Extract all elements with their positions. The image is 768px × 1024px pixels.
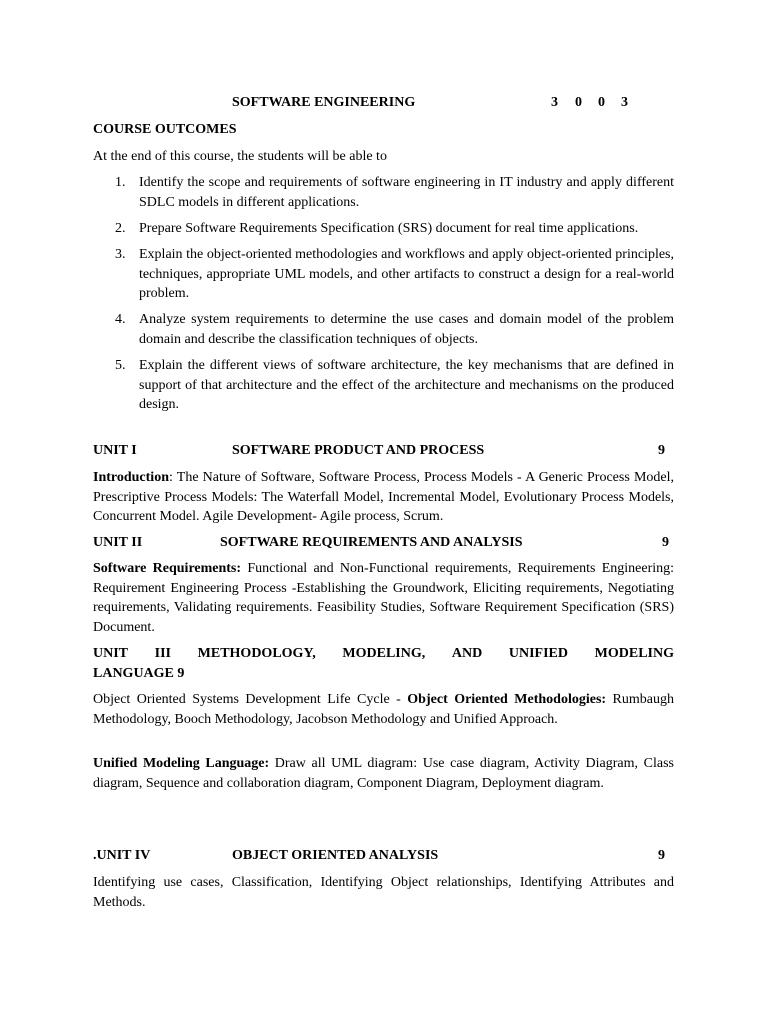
credit-t: 0 (575, 95, 582, 110)
item-text: Explain the object-oriented methodologies and workflows and apply object-oriented principles, techniques, appropriate UML models, and other artifacts to construct a design for a real-world problem. (139, 246, 674, 302)
unit3-p2-lead: Unified Modeling Language: (93, 756, 270, 771)
item-text: Explain the different views of software architecture, the key mechanisms that are defined in support of that architecture and the effect of the architecture and mechanisms on the produced design. (139, 358, 674, 413)
unit3-p2-body: Draw all UML diagram: Use case diagram, Activity Diagram, Class diagram, Sequence and collaboration diagram, Component Diagram, Deployment diagram. (93, 756, 674, 791)
unit3-p1-lead: Object Oriented Methodologies: (407, 692, 607, 707)
unit4-content: Identifying use cases, Classification, Identifying Object relationships, Identifying Attributes and Methods. (93, 875, 674, 910)
unit4-title: OBJECT ORIENTED ANALYSIS (232, 848, 439, 863)
unit2-lead: Software Requirements: (93, 561, 242, 576)
item-text: Identify the scope and requirements of software engineering in IT industry and apply different SDLC models in different applications. (139, 175, 674, 210)
unit3-heading-word: AND (451, 646, 483, 661)
unit3-heading-word: UNIFIED (508, 646, 569, 661)
unit3-paragraph-1 (93, 690, 674, 729)
credit-l: 3 (551, 95, 558, 110)
unit3-heading-word: III (154, 646, 172, 661)
course-title: SOFTWARE ENGINEERING (232, 95, 416, 110)
list-item (93, 219, 674, 239)
unit3-heading-word: MODELING, (342, 646, 426, 661)
list-item (93, 173, 674, 212)
item-text: Prepare Software Requirements Specification (SRS) document for real time applications. (139, 220, 639, 236)
unit1-title: SOFTWARE PRODUCT AND PROCESS (232, 443, 485, 458)
unit4-hours: 9 (658, 848, 665, 863)
unit2-content (93, 559, 674, 637)
unit2-label: UNIT II (93, 535, 143, 550)
unit1-body: : The Nature of Software, Software Process, Process Models - A Generic Process Model, Prescriptive Process Models: The Waterfall Model, Incremental Model, Evolutionary Process Models, Concurrent Model. Agile Development- Agile process, Scrum. (93, 470, 674, 525)
item-number: 2. (115, 220, 126, 236)
unit3-heading (93, 644, 674, 683)
outcomes-heading: COURSE OUTCOMES (93, 122, 237, 137)
list-item (93, 356, 674, 415)
unit1-lead: Introduction (93, 470, 169, 485)
unit3-heading-word: METHODOLOGY, (197, 646, 316, 661)
list-item (93, 310, 674, 349)
item-number: 1. (115, 175, 126, 190)
unit2-hours: 9 (662, 535, 669, 550)
outcomes-intro: At the end of this course, the students will be able to (93, 149, 387, 164)
unit3-heading-word: UNIT (93, 646, 129, 661)
unit3-p1-body: Rumbaugh Methodology, Booch Methodology, Jacobson Methodology and Unified Approach. (93, 692, 674, 727)
unit2-title: SOFTWARE REQUIREMENTS AND ANALYSIS (220, 535, 523, 550)
item-number: 3. (115, 246, 126, 262)
unit1-label: UNIT I (93, 443, 137, 458)
outcomes-list (93, 173, 674, 415)
unit2-body: Functional and Non-Functional requirements, Requirements Engineering: Requirement Engineering Process -Establishing the Groundwork, Eliciting requirements, Negotiating requirements, Validating requirements. Feasibility Studies, Software Requirement Specification (SRS) Document. (93, 561, 675, 635)
item-text: Analyze system requirements to determine the use cases and domain model of the problem domain and describe the classification techniques of objects. (139, 312, 674, 347)
unit3-paragraph-2 (93, 754, 674, 793)
unit3-heading-line2: LANGUAGE 9 (93, 665, 185, 681)
credit-p: 0 (598, 95, 605, 110)
item-number: 5. (115, 358, 126, 374)
item-number: 4. (115, 312, 126, 328)
unit3-heading-word: MODELING (594, 646, 674, 661)
credit-c: 3 (621, 95, 628, 110)
unit1-hours: 9 (658, 443, 665, 458)
unit1-content (93, 468, 674, 527)
unit4-label: .UNIT IV (93, 848, 151, 863)
list-item (93, 245, 674, 304)
unit3-p1-pre: Object Oriented Systems Development Life Cycle - (93, 692, 408, 707)
